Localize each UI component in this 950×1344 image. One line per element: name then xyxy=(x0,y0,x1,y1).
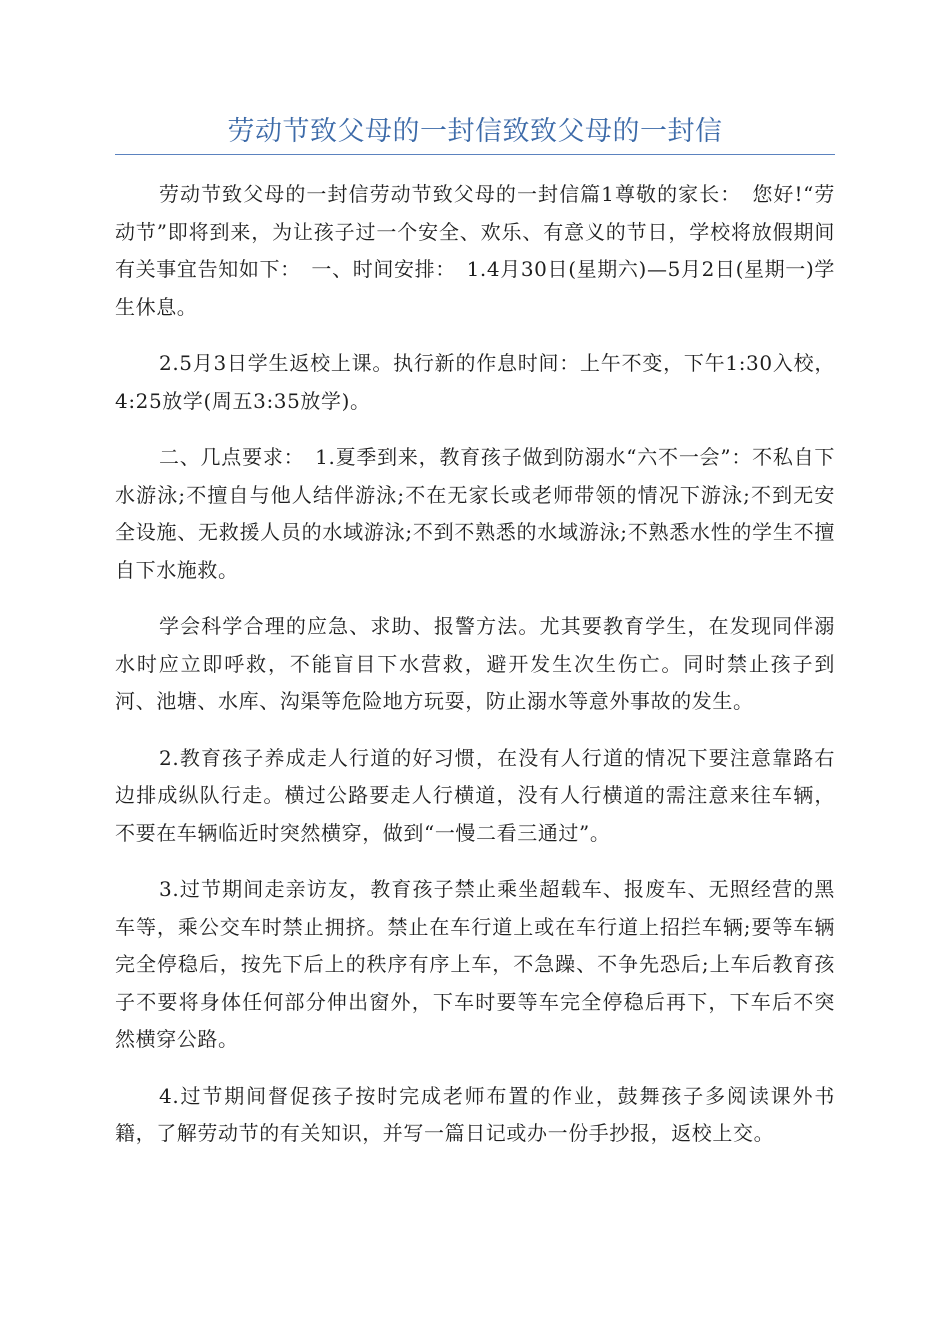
paragraph-emergency: 学会科学合理的应急、求助、报警方法。尤其要教育学生，在发现同伴溺水时应立即呼救，不能盲目下水营救，避开发生次生伤亡。同时禁止孩子到河、池塘、水库、沟渠等危险地方玩耍，防止溺水等意外事故的发生。 xyxy=(115,614,835,713)
paragraph-traffic: 2.教育孩子养成走人行道的好习惯，在没有人行道的情况下要注意靠路右边排成纵队行走。横过公路要走人行横道，没有人行横道的需注意来往车辆，不要在车辆临近时突然横穿，做到“一慢二看三通过”。 xyxy=(115,745,835,845)
paragraph-requirements-drowning: 二、几点要求： 1.夏季到来，教育孩子做到防溺水“六不一会”：不私自下水游泳;不擅自与他人结伴游泳;不在无家长或老师带领的情况下游泳;不到无安全设施、无救援人员的水域游泳;不到不熟悉的水域游泳;不熟悉水性的学生不擅自下水施救。 xyxy=(115,445,835,582)
document-title: 劳动节致父母的一封信致致父母的一封信 xyxy=(227,116,723,147)
paragraph-homework: 4.过节期间督促孩子按时完成老师布置的作业，鼓舞孩子多阅读课外书籍，了解劳动节的有关知识，并写一篇日记或办一份手抄报，返校上交。 xyxy=(115,1083,835,1145)
paragraph-greeting: 劳动节致父母的一封信劳动节致父母的一封信篇1尊敬的家长： 您好!“劳动节”即将到来，为让孩子过一个安全、欢乐、有意义的节日，学校将放假期间有关事宜告知如下： 一、时间安排： 1.4月30日(星期六)—5月2日(星期一)学生休息。 xyxy=(115,182,835,319)
document-body xyxy=(115,176,835,1172)
title-underline xyxy=(115,154,835,155)
paragraph-vehicles: 3.过节期间走亲访友，教育孩子禁止乘坐超载车、报废车、无照经营的黑车等，乘公交车时禁止拥挤。禁止在车行道上或在车行道上招拦车辆;要等车辆完全停稳后，按先下后上的秩序有序上车，不急躁、不争先恐后;上车后教育孩子不要将身体任何部分伸出窗外，下车时要等车完全停稳后再下，下车后不突然横穿公路。 xyxy=(115,877,835,1051)
paragraph-schedule: 2.5月3日学生返校上课。执行新的作息时间：上午不变，下午1:30入校，4:25放学(周五3:35放学)。 xyxy=(115,351,835,413)
